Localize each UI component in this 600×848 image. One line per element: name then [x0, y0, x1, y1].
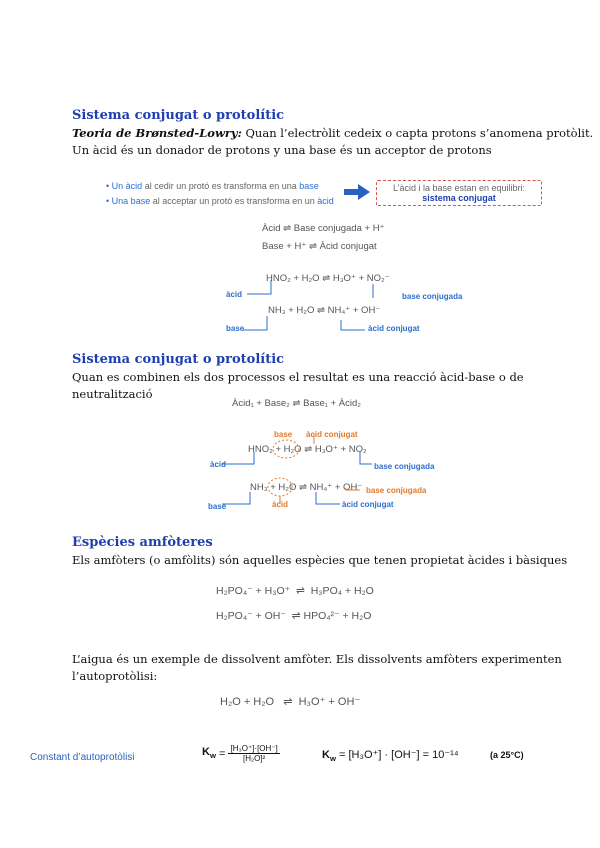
- equation-base: Base + H⁺ ⇌ Àcid conjugat: [262, 241, 377, 252]
- label-conjugate-base: base conjugada: [402, 292, 463, 301]
- kw-value-expression: $K_w = [H_3O^+] \cdot [OH^-] = 10^{-14}$: [322, 749, 459, 764]
- label-base-orange: base: [274, 430, 293, 439]
- section-title-amphoteric: Espècies amfòteres: [72, 535, 213, 550]
- autoprotolysis-equation: H₂O + H₂O ⇌ H₃O⁺ + OH⁻: [220, 696, 361, 708]
- neutralization-text-2: neutralització: [72, 387, 153, 401]
- theory-label: Teoria de Brønsted-Lowry:: [72, 126, 242, 140]
- label-acid-blue: àcid: [210, 460, 227, 469]
- theory-paragraph: [72, 125, 593, 142]
- temperature-note: (a 25°C): [490, 750, 524, 760]
- theory-text: Quan l’electròlit cedeix o capta protons s’anomena protòlit.: [241, 126, 594, 140]
- label-conjugate-base-orange: base conjugada: [366, 486, 427, 495]
- label-base: base: [226, 324, 245, 333]
- equilibrium-arrows-icon: ⇌: [322, 273, 331, 284]
- right-arrow-icon: [344, 184, 370, 200]
- equilibrium-arrows-icon: ⇌: [304, 444, 313, 455]
- list-item: • Un àcid al cedir un protó es transforma en una base: [106, 181, 319, 191]
- label-conjugate-acid-orange: àcid conjugat: [306, 430, 358, 439]
- amphoteric-equation-1: H₂PO₄⁻ + H₃O⁺ ⇌ H₃PO₄ + H₂O: [216, 585, 374, 597]
- amphoteric-equation-2: H₂PO₄⁻ + OH⁻ ⇌ HPO₄²⁻ + H₂O: [216, 610, 372, 622]
- label-acid: àcid: [226, 290, 243, 299]
- section-title-conjugate-2: Sistema conjugat o protolític: [72, 352, 285, 367]
- list-item: • Una base al acceptar un protó es transforma en un àcid: [106, 196, 334, 206]
- label-conjugate-base-blue: base conjugada: [374, 462, 435, 471]
- water-paragraph-1: L’aigua és un exemple de dissolvent amfòter. Els dissolvents amfòters experimenten: [72, 652, 562, 666]
- bullet-list: [106, 181, 356, 206]
- equilibrium-arrows-icon: ⇌: [283, 223, 292, 234]
- water-paragraph-2: l’autoprotòlisi:: [72, 669, 158, 683]
- general-neutralization: Àcid₁ + Base₂ ⇌ Base₁ + Àcid₂: [232, 398, 361, 409]
- equilibrium-arrows-icon: ⇌: [317, 305, 325, 316]
- equilibrium-arrows-icon: ⇌: [291, 610, 301, 622]
- equilibrium-arrows-icon: ⇌: [292, 398, 301, 409]
- amphoteric-definition: Els amfòters (o amfòlits) són aquelles espècies que tenen propietat àcides i bàsiques: [72, 553, 568, 567]
- kw-fraction: $K_w$ = $\frac{\text{[H₃O⁺]·[OH⁻]}}{\text{[H₂O]²}}$: [202, 744, 278, 763]
- label-acid-orange: àcid: [272, 500, 289, 509]
- equilibrium-arrows-icon: ⇌: [283, 696, 293, 708]
- reaction-hno2: HNO₂ + H₂O ⇌ H₃O⁺ + NO₂⁻: [266, 273, 390, 284]
- neutralization-text-1: Quan es combinen els dos processos el resultat es una reacció àcid-base o de: [72, 370, 524, 384]
- reaction-nh3-combined: NH₃ + H₂O ⇌ NH₄⁺ + OH⁻: [250, 482, 363, 493]
- equilibrium-box: L’àcid i la base estan en equilibri: sistema conjugat: [376, 180, 542, 206]
- reaction-nh3: NH₃ + H₂O ⇌ NH₄⁺ + OH⁻: [268, 305, 381, 316]
- equilibrium-arrows-icon: ⇌: [296, 585, 305, 597]
- label-conjugate-acid: àcid conjugat: [368, 324, 420, 333]
- acid-base-definition: Un àcid és un donador de protons y una base és un acceptor de protons: [72, 143, 492, 157]
- label-base-blue: base: [208, 502, 227, 511]
- reaction-hno2-combined: HNO₂ + H₂O ⇌ H₃O⁺ + NO₂: [248, 444, 367, 455]
- conjugate-system-label: sistema conjugat: [422, 193, 496, 203]
- label-conjugate-acid-blue: àcid conjugat: [342, 500, 394, 509]
- equation-acid: Àcid ⇌ Base conjugada + H⁺: [262, 223, 385, 234]
- section-title-conjugate-1: Sistema conjugat o protolític: [72, 108, 285, 123]
- equilibrium-arrows-icon: ⇌: [309, 241, 317, 252]
- kw-numerator: [H₃O⁺]·[OH⁻]: [230, 744, 278, 753]
- autoprotolysis-constant-label: Constant d’autoprotòlisi: [30, 752, 135, 763]
- equilibrium-arrows-icon: ⇌: [299, 482, 307, 493]
- kw-denominator: [H₂O]²: [243, 754, 266, 763]
